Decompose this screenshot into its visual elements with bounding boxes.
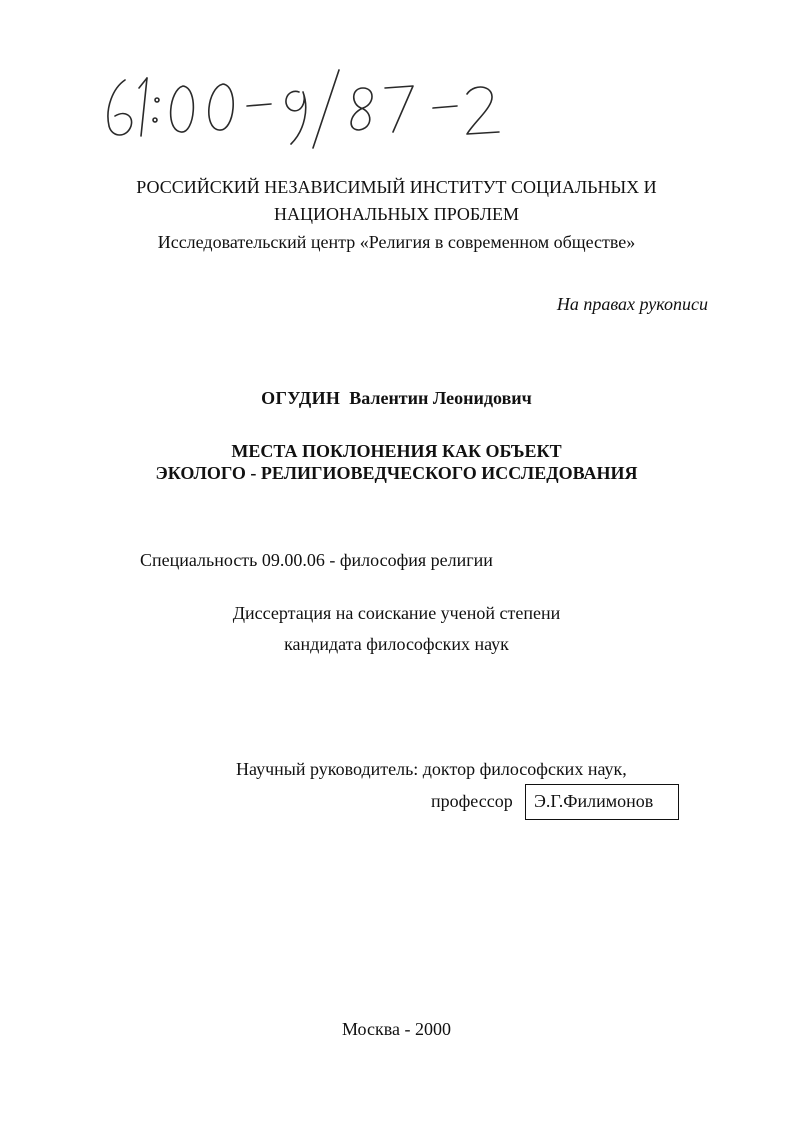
specialty: Специальность 09.00.06 - философия религии xyxy=(140,550,493,570)
degree-line1: Диссертация на соискание ученой степени xyxy=(232,603,561,623)
institute-name-line2: НАЦИОНАЛЬНЫХ ПРОБЛЕМ xyxy=(273,204,520,224)
institute-name-line1: РОССИЙСКИЙ НЕЗАВИСИМЫЙ ИНСТИТУТ СОЦИАЛЬНЫХ И xyxy=(136,177,657,197)
place-year: Москва - 2000 xyxy=(342,1019,451,1039)
handwritten-archive-code xyxy=(95,58,515,153)
supervisor-name-box xyxy=(525,784,679,820)
author-name xyxy=(0,387,793,409)
research-center: Исследовательский центр «Религия в современном обществе» xyxy=(157,232,636,252)
author-given-names: Валентин Леонидович xyxy=(349,388,532,408)
supervisor-line1: Научный руководитель: доктор философских наук, xyxy=(236,759,627,779)
dissertation-title-line2: ЭКОЛОГО - РЕЛИГИОВЕДЧЕСКОГО ИССЛЕДОВАНИЯ xyxy=(155,463,638,483)
supervisor-title: профессор xyxy=(431,791,513,811)
degree-line2: кандидата философских наук xyxy=(284,634,509,654)
author-surname: ОГУДИН xyxy=(261,388,341,408)
dissertation-title-line1: МЕСТА ПОКЛОНЕНИЯ КАК ОБЪЕКТ xyxy=(231,441,562,461)
supervisor-name: Э.Г.Филимонов xyxy=(534,791,654,811)
rights-note: На правах рукописи xyxy=(556,294,708,314)
